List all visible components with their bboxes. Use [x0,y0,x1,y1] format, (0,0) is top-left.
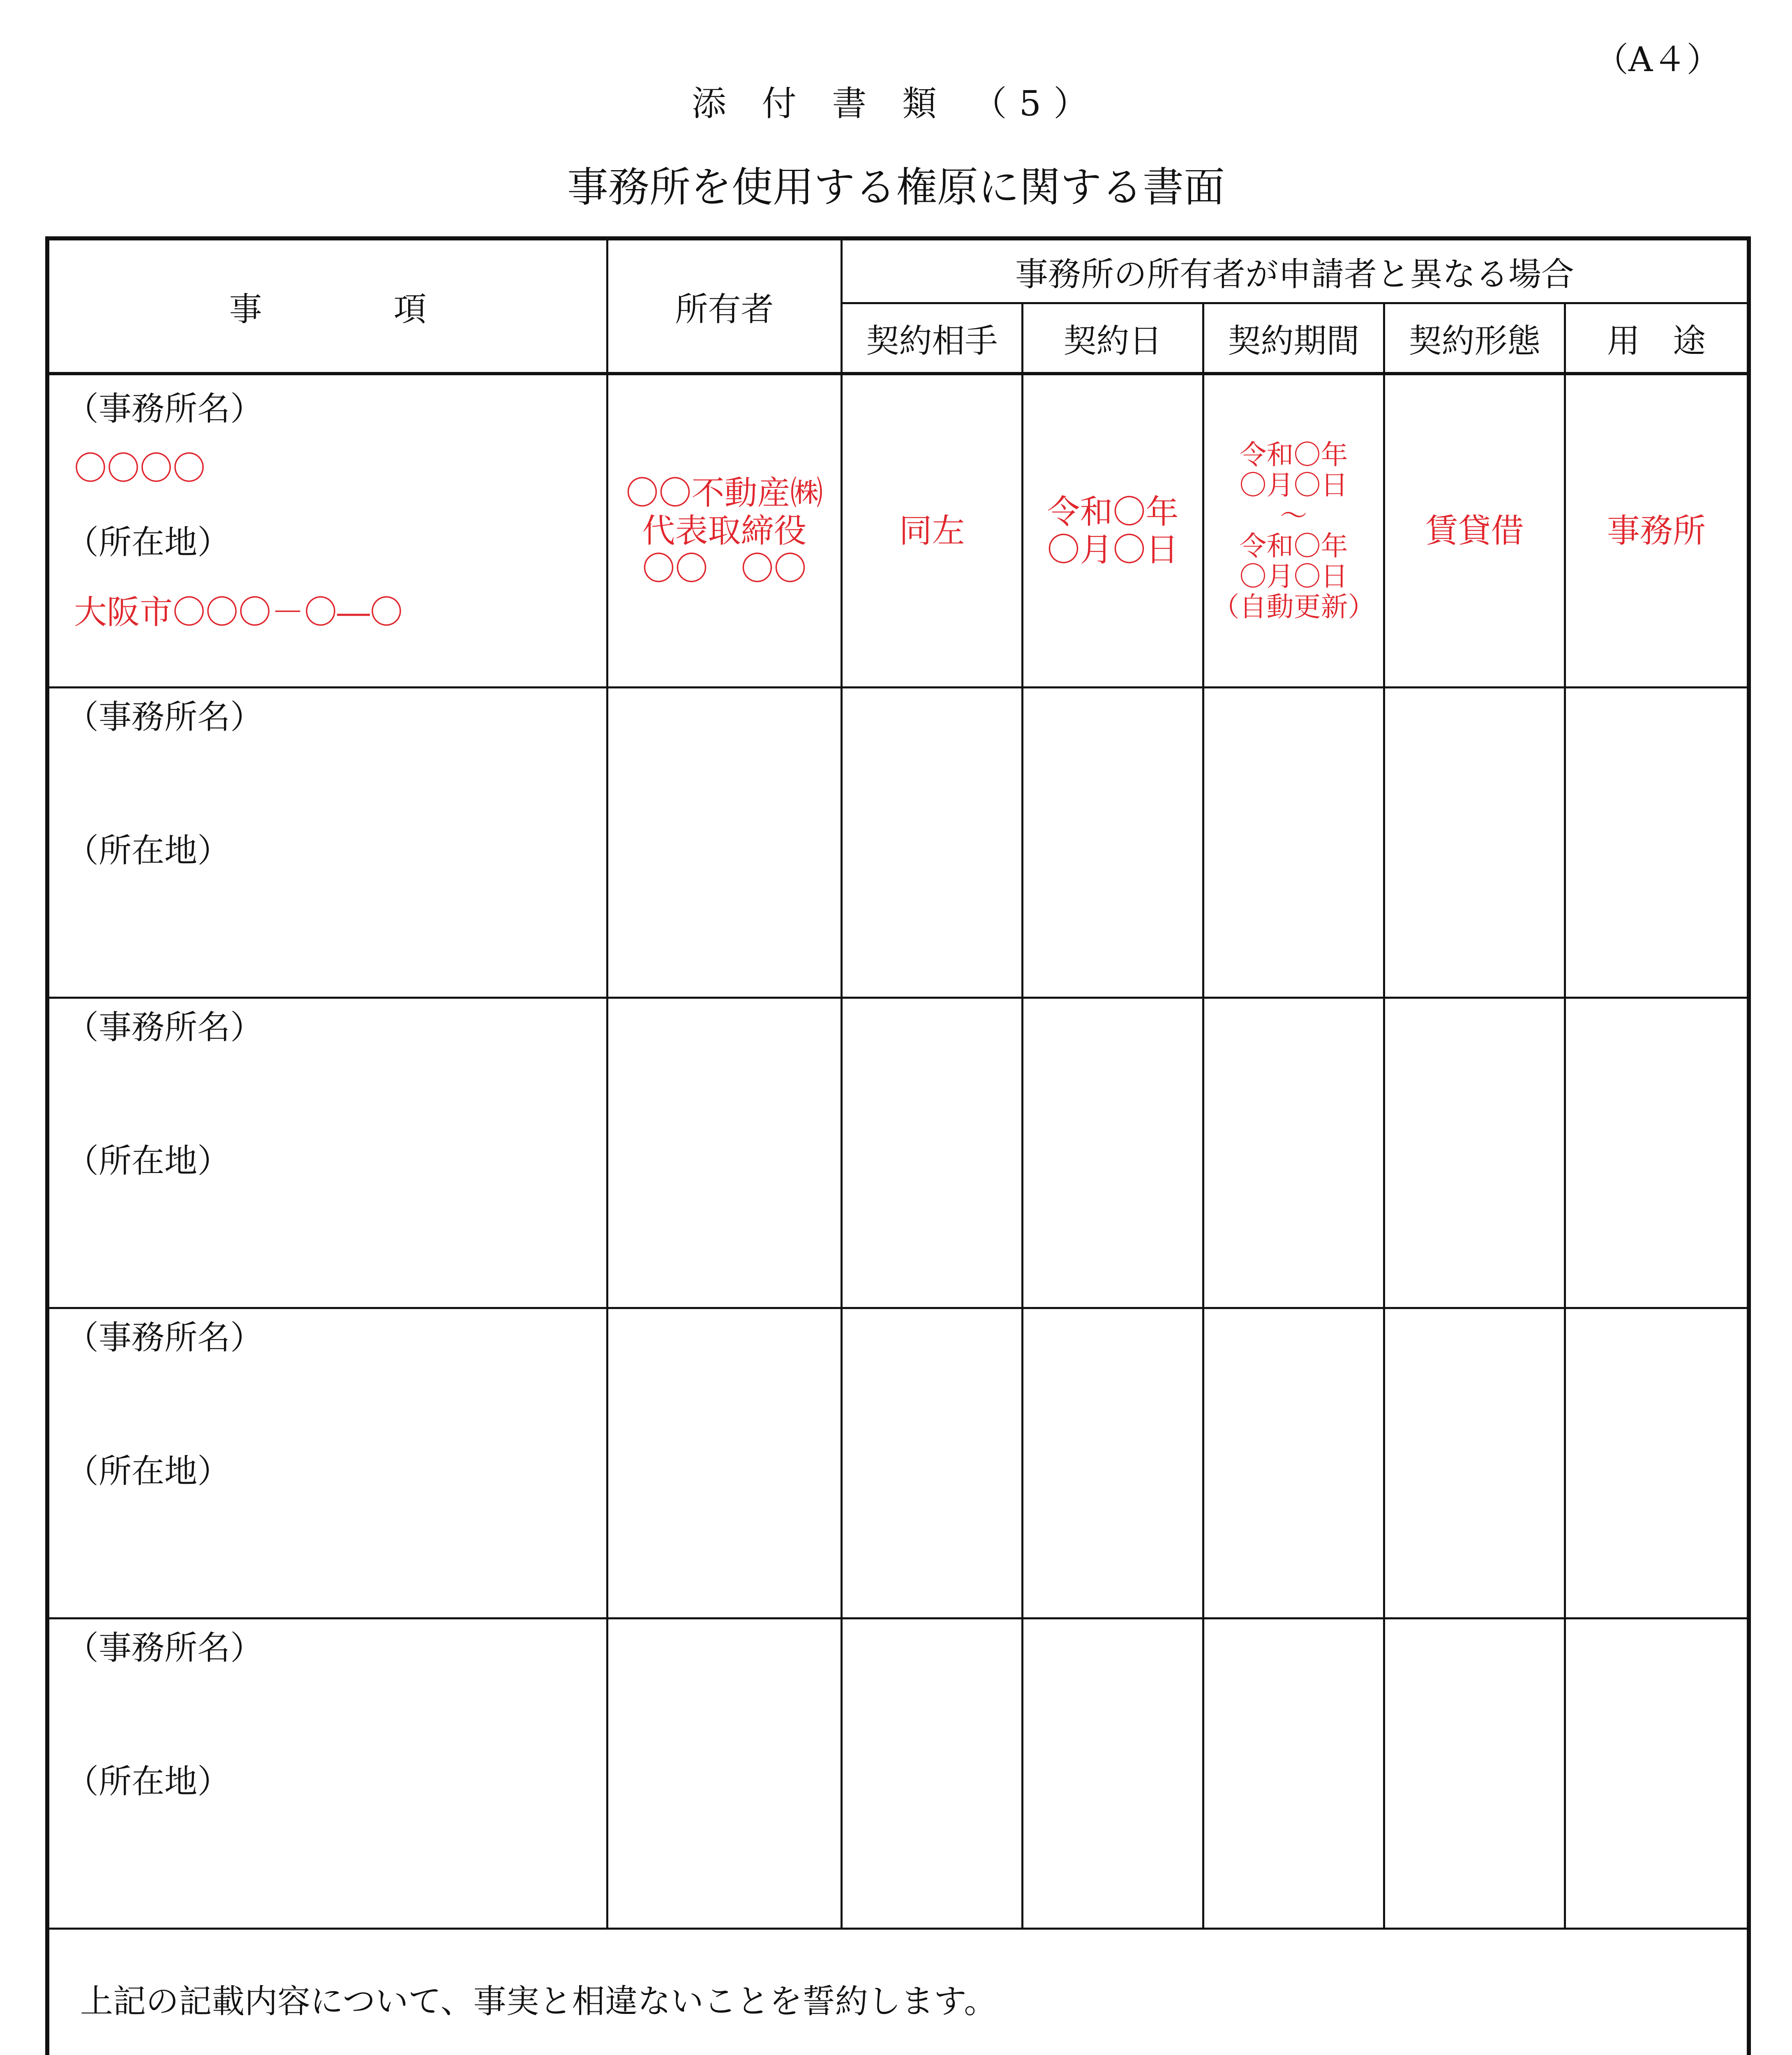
example-period-line2: 〇月〇日 [1239,469,1348,501]
header-contract-period: 契約期間 [1228,322,1360,360]
table-border-right [1747,236,1751,2055]
location-label: （所在地） [66,1762,230,1801]
header-use: 用 途 [1607,322,1706,360]
example-office-name: 〇〇〇〇 [74,449,206,487]
office-name-label: （事務所名） [66,1008,263,1046]
header-contract-date: 契約日 [1063,322,1162,360]
row-divider [45,1617,1751,1619]
location-label: （所在地） [66,1452,230,1490]
row-divider [45,1307,1751,1309]
attachment-title: 添 付 書 類 （5） [691,83,1101,124]
table-border-top [45,236,1751,240]
example-owner-line1: 〇〇不動産㈱ [626,473,823,512]
document-title: 事務所を使用する権原に関する書面 [567,163,1225,211]
office-name-label: （事務所名） [66,698,263,736]
example-contract-date-line1: 令和〇年 [1047,492,1179,531]
example-contract-period [1204,375,1383,686]
example-use: 事務所 [1607,511,1706,550]
table-border-left [45,236,49,2055]
office-name-label: （事務所名） [66,1629,263,1667]
header-item: 事 項 [229,290,427,328]
location-label: （所在地） [66,1142,230,1180]
example-period-line6: （自動更新） [1212,591,1375,623]
pledge-text: 上記の記載内容について、事実と相違ないことを誓約します。 [80,1982,997,2020]
example-owner [608,375,841,686]
example-period-line1: 令和〇年 [1239,439,1348,471]
example-contract-date-line2: 〇月〇日 [1047,530,1179,569]
example-owner-line3: 〇〇 〇〇 [642,549,807,588]
example-period-line5: 〇月〇日 [1239,560,1348,592]
header-owner: 所有者 [675,290,774,328]
example-period-line4: 令和〇年 [1239,530,1348,562]
example-location: 大阪市〇〇〇－〇―〇 [74,593,403,631]
row-divider [45,686,1751,688]
form-table [45,236,1751,2055]
header-group-different-owner: 事務所の所有者が申請者と異なる場合 [1015,255,1574,293]
example-owner-line2: 代表取締役 [642,511,807,550]
example-contract-type: 賃貸借 [1425,511,1524,550]
office-name-label: （事務所名） [66,1318,263,1357]
office-name-label: （事務所名） [66,390,263,428]
page-size-label: （A４） [1595,40,1720,79]
header-contract-type: 契約形態 [1409,322,1540,360]
example-contract-party: 同左 [899,511,965,550]
example-contract-date [1023,375,1202,686]
pledge-divider [45,1928,1751,1930]
example-period-line3: ～ [1280,499,1307,531]
header-bottom-rule [45,372,1751,375]
header-contract-party: 契約相手 [866,322,998,360]
row-divider [45,997,1751,999]
location-label: （所在地） [66,523,230,561]
location-label: （所在地） [66,831,230,870]
